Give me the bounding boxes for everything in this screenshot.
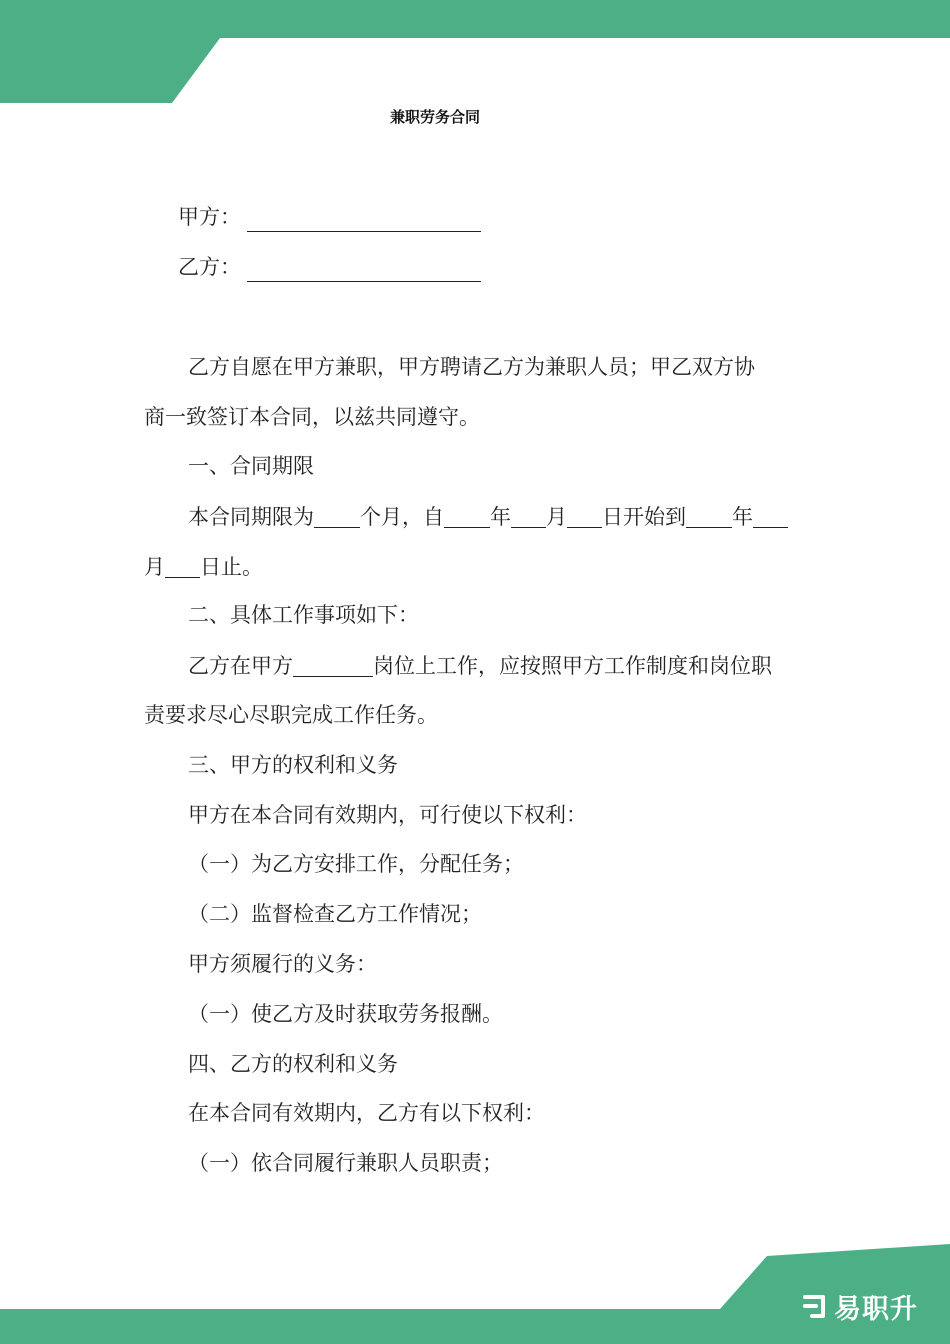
party-a-label: 甲方： xyxy=(178,205,241,229)
top-banner-shape xyxy=(0,0,950,103)
position-sentence xyxy=(188,650,772,681)
party-b-field xyxy=(178,252,481,282)
party-a-rights-intro: 甲方在本合同有效期内，可行使以下权利： xyxy=(188,803,587,827)
party-b-right-1: （一）依合同履行兼职人员职责； xyxy=(188,1151,503,1175)
term-text-4: 月 xyxy=(546,505,567,529)
term-text-7: 月 xyxy=(144,555,165,579)
term-text-6: 年 xyxy=(732,505,753,529)
document-title: 兼职劳务合同 xyxy=(389,108,480,126)
party-b-rights-intro: 在本合同有效期内，乙方有以下权利： xyxy=(188,1101,545,1125)
position-text-1: 乙方在甲方 xyxy=(188,654,293,678)
term-text-1: 本合同期限为 xyxy=(188,505,314,529)
party-b-label: 乙方： xyxy=(178,255,241,279)
term-sentence xyxy=(188,501,788,532)
brand-name: 易职升 xyxy=(834,1294,918,1325)
section-3-heading: 三、甲方的权利和义务 xyxy=(188,753,398,777)
section-1-heading: 一、合同期限 xyxy=(188,454,314,478)
position-blank xyxy=(293,650,373,677)
yizhisheng-logo-icon xyxy=(800,1292,830,1322)
end-day-blank xyxy=(165,551,200,578)
party-a-field xyxy=(178,202,481,232)
brand-logo xyxy=(800,1287,918,1326)
term-text-8: 日止。 xyxy=(200,555,263,579)
intro-line-2: 商一致签订本合同，以兹共同遵守。 xyxy=(144,405,480,429)
start-year-blank xyxy=(444,501,490,528)
party-a-duties-intro: 甲方须履行的义务： xyxy=(188,952,377,976)
term-sentence-end xyxy=(144,551,263,582)
intro-line-1: 乙方自愿在甲方兼职，甲方聘请乙方为兼职人员；甲乙双方协 xyxy=(188,355,755,379)
start-month-blank xyxy=(511,501,546,528)
term-text-2: 个月，自 xyxy=(360,505,444,529)
party-a-right-1: （一）为乙方安排工作，分配任务； xyxy=(188,852,524,876)
end-year-blank xyxy=(686,501,732,528)
party-a-right-2: （二）监督检查乙方工作情况； xyxy=(188,902,482,926)
section-4-heading: 四、乙方的权利和义务 xyxy=(188,1052,398,1076)
position-sentence-end: 责要求尽心尽职完成工作任务。 xyxy=(144,703,438,727)
party-b-blank xyxy=(247,261,481,282)
months-blank xyxy=(314,501,360,528)
term-text-5: 日开始到 xyxy=(602,505,686,529)
end-month-blank xyxy=(753,501,788,528)
position-text-2: 岗位上工作，应按照甲方工作制度和岗位职 xyxy=(373,654,772,678)
start-day-blank xyxy=(567,501,602,528)
section-2-heading: 二、具体工作事项如下： xyxy=(188,603,419,627)
party-a-blank xyxy=(247,211,481,232)
party-a-duty-1: （一）使乙方及时获取劳务报酬。 xyxy=(188,1002,503,1026)
term-text-3: 年 xyxy=(490,505,511,529)
